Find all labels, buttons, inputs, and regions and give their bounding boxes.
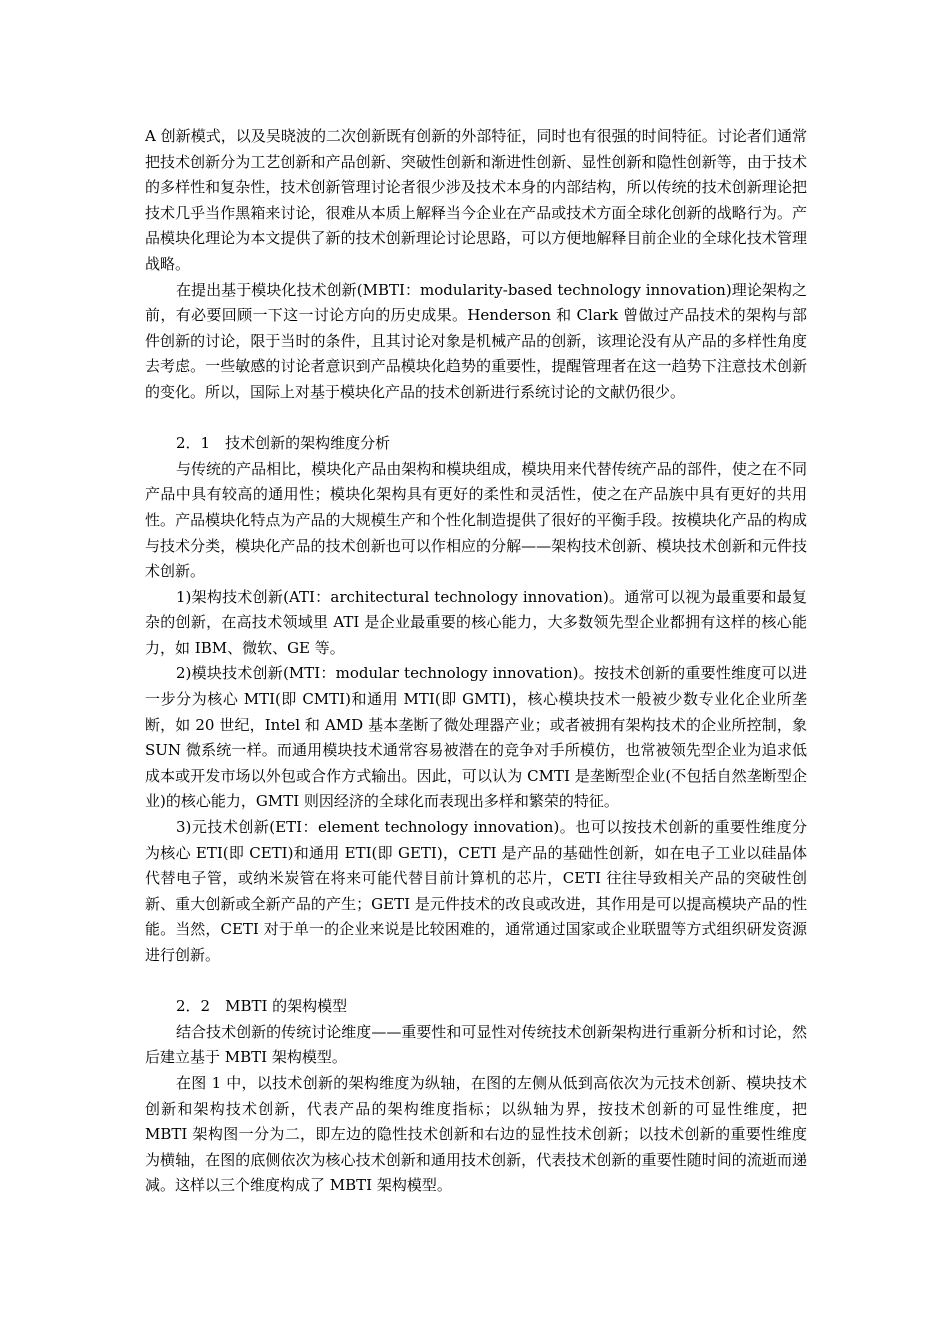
section-2-1-paragraph-1: 与传统的产品相比，模块化产品由架构和模块组成，模块用来代替传统产品的部件，使之在不同产品中具有较高的通用性；模块化架构具有更好的柔性和灵活性，使之在产品族中具有更好的共用性。产品模块化特点为产品的大规模生产和个性化制造提供了很好的平衡手段。按模块化产品的构成与技术分类，模块化产品的技术创新也可以作相应的分解——架构技术创新、模块技术创新和元件技术创新。 xyxy=(145,459,807,581)
section-2-1-paragraph-ati: 1)架构技术创新(ATI：architectural technology innovation)。通常可以视为最重要和最复杂的创新，在高技术领域里 ATI 是企业最重要的核心能力，大多数领先型企业都拥有这样的核心能力，如 IBM、微软、GE 等。 xyxy=(145,587,807,657)
section-2-2-paragraph-2: 在图 1 中，以技术创新的架构维度为纵轴，在图的左侧从低到高依次为元技术创新、模块技术创新和架构技术创新，代表产品的架构维度指标；以纵轴为界，按技术创新的可显性维度，把 MBTI 架构图一分为二，即左边的隐性技术创新和右边的显性技术创新；以技术创新的重要性维度为横轴，在图的底侧依次为核心技术创新和通用技术创新，代表技术创新的重要性随时间的流逝而递减。这样以三个维度构成了 MBTI 架构模型。 xyxy=(145,1073,823,1195)
section-2-1-paragraph-mti: 2)模块技术创新(MTI：modular technology innovation)。按技术创新的重要性维度可以进一步分为核心 MTI(即 CMTI)和通用 MTI(即 GMTI)，核心模块技术一般被少数专业化企业所垄断，如 20 世纪，Intel 和 AMD 基本垄断了微处理器产业；或者被拥有架构技术的企业所控制，象 SUN 微系统一样。而通用模块技术通常容易被潜在的竞争对手所模仿，也常被领先型企业为追求低成本或开发市场以外包或合作方式输出。因此，可以认为 CMTI 是垄断型企业(不包括自然垄断型企业)的核心能力，GMTI 则因经济的全球化而表现出多样和繁荣的特征。 xyxy=(145,664,807,811)
document-page xyxy=(145,124,823,1199)
intro-paragraph-2: 在提出基于模块化技术创新(MBTI：modularity-based technology innovation)理论架构之前，有必要回顾一下这一讨论方向的历史成果。Henderson 和 Clark 曾做过产品技术的架构与部件创新的讨论，限于当时的条件，且其讨论对象是机械产品的创新，该理论没有从产品的多样性角度去考虑。一些敏感的讨论者意识到产品模块化趋势的重要性，提醒管理者在这一趋势下注意技术创新的变化。所以，国际上对基于模块化产品的技术创新进行系统讨论的文献仍很少。 xyxy=(145,280,807,401)
section-2-1-paragraph-eti: 3)元技术创新(ETI：element technology innovation)。也可以按技术创新的重要性维度分为核心 ETI(即 CETI)和通用 ETI(即 GETI)，CETI 是产品的基础性创新，如在电子工业以硅晶体代替电子管，或纳米炭管在将来可能代替目前计算机的芯片，CETI 往往导致相关产品的突破性创新、重大创新或全新产品的产生；GETI 是元件技术的改良或改进，其作用是可以提高模块产品的性能。当然，CETI 对于单一的企业来说是比较困难的，通常通过国家或企业联盟等方式组织研发资源进行创新。 xyxy=(145,818,807,964)
intro-paragraph-1: A 创新模式，以及吴晓波的二次创新既有创新的外部特征，同时也有很强的时间特征。讨论者们通常把技术创新分为工艺创新和产品创新、突破性创新和渐进性创新、显性创新和隐性创新等，由于技术的多样性和复杂性，技术创新管理讨论者很少涉及技术本身的内部结构，所以传统的技术创新理论把技术几乎当作黑箱来讨论，很难从本质上解释当今企业在产品或技术方面全球化创新的战略行为。产品模块化理论为本文提供了新的技术创新理论讨论思路，可以方便地解释目前企业的全球化技术管理战略。 xyxy=(145,127,807,273)
spacer xyxy=(145,969,807,995)
section-2-1-heading: 2．1 技术创新的架构维度分析 xyxy=(176,434,391,453)
section-2-2-heading: 2．2 MBTI 的架构模型 xyxy=(176,997,348,1016)
spacer xyxy=(145,406,807,432)
section-2-2-paragraph-1: 结合技术创新的传统讨论维度——重要性和可显性对传统技术创新架构进行重新分析和讨论，然后建立基于 MBTI 架构模型。 xyxy=(145,1022,807,1067)
